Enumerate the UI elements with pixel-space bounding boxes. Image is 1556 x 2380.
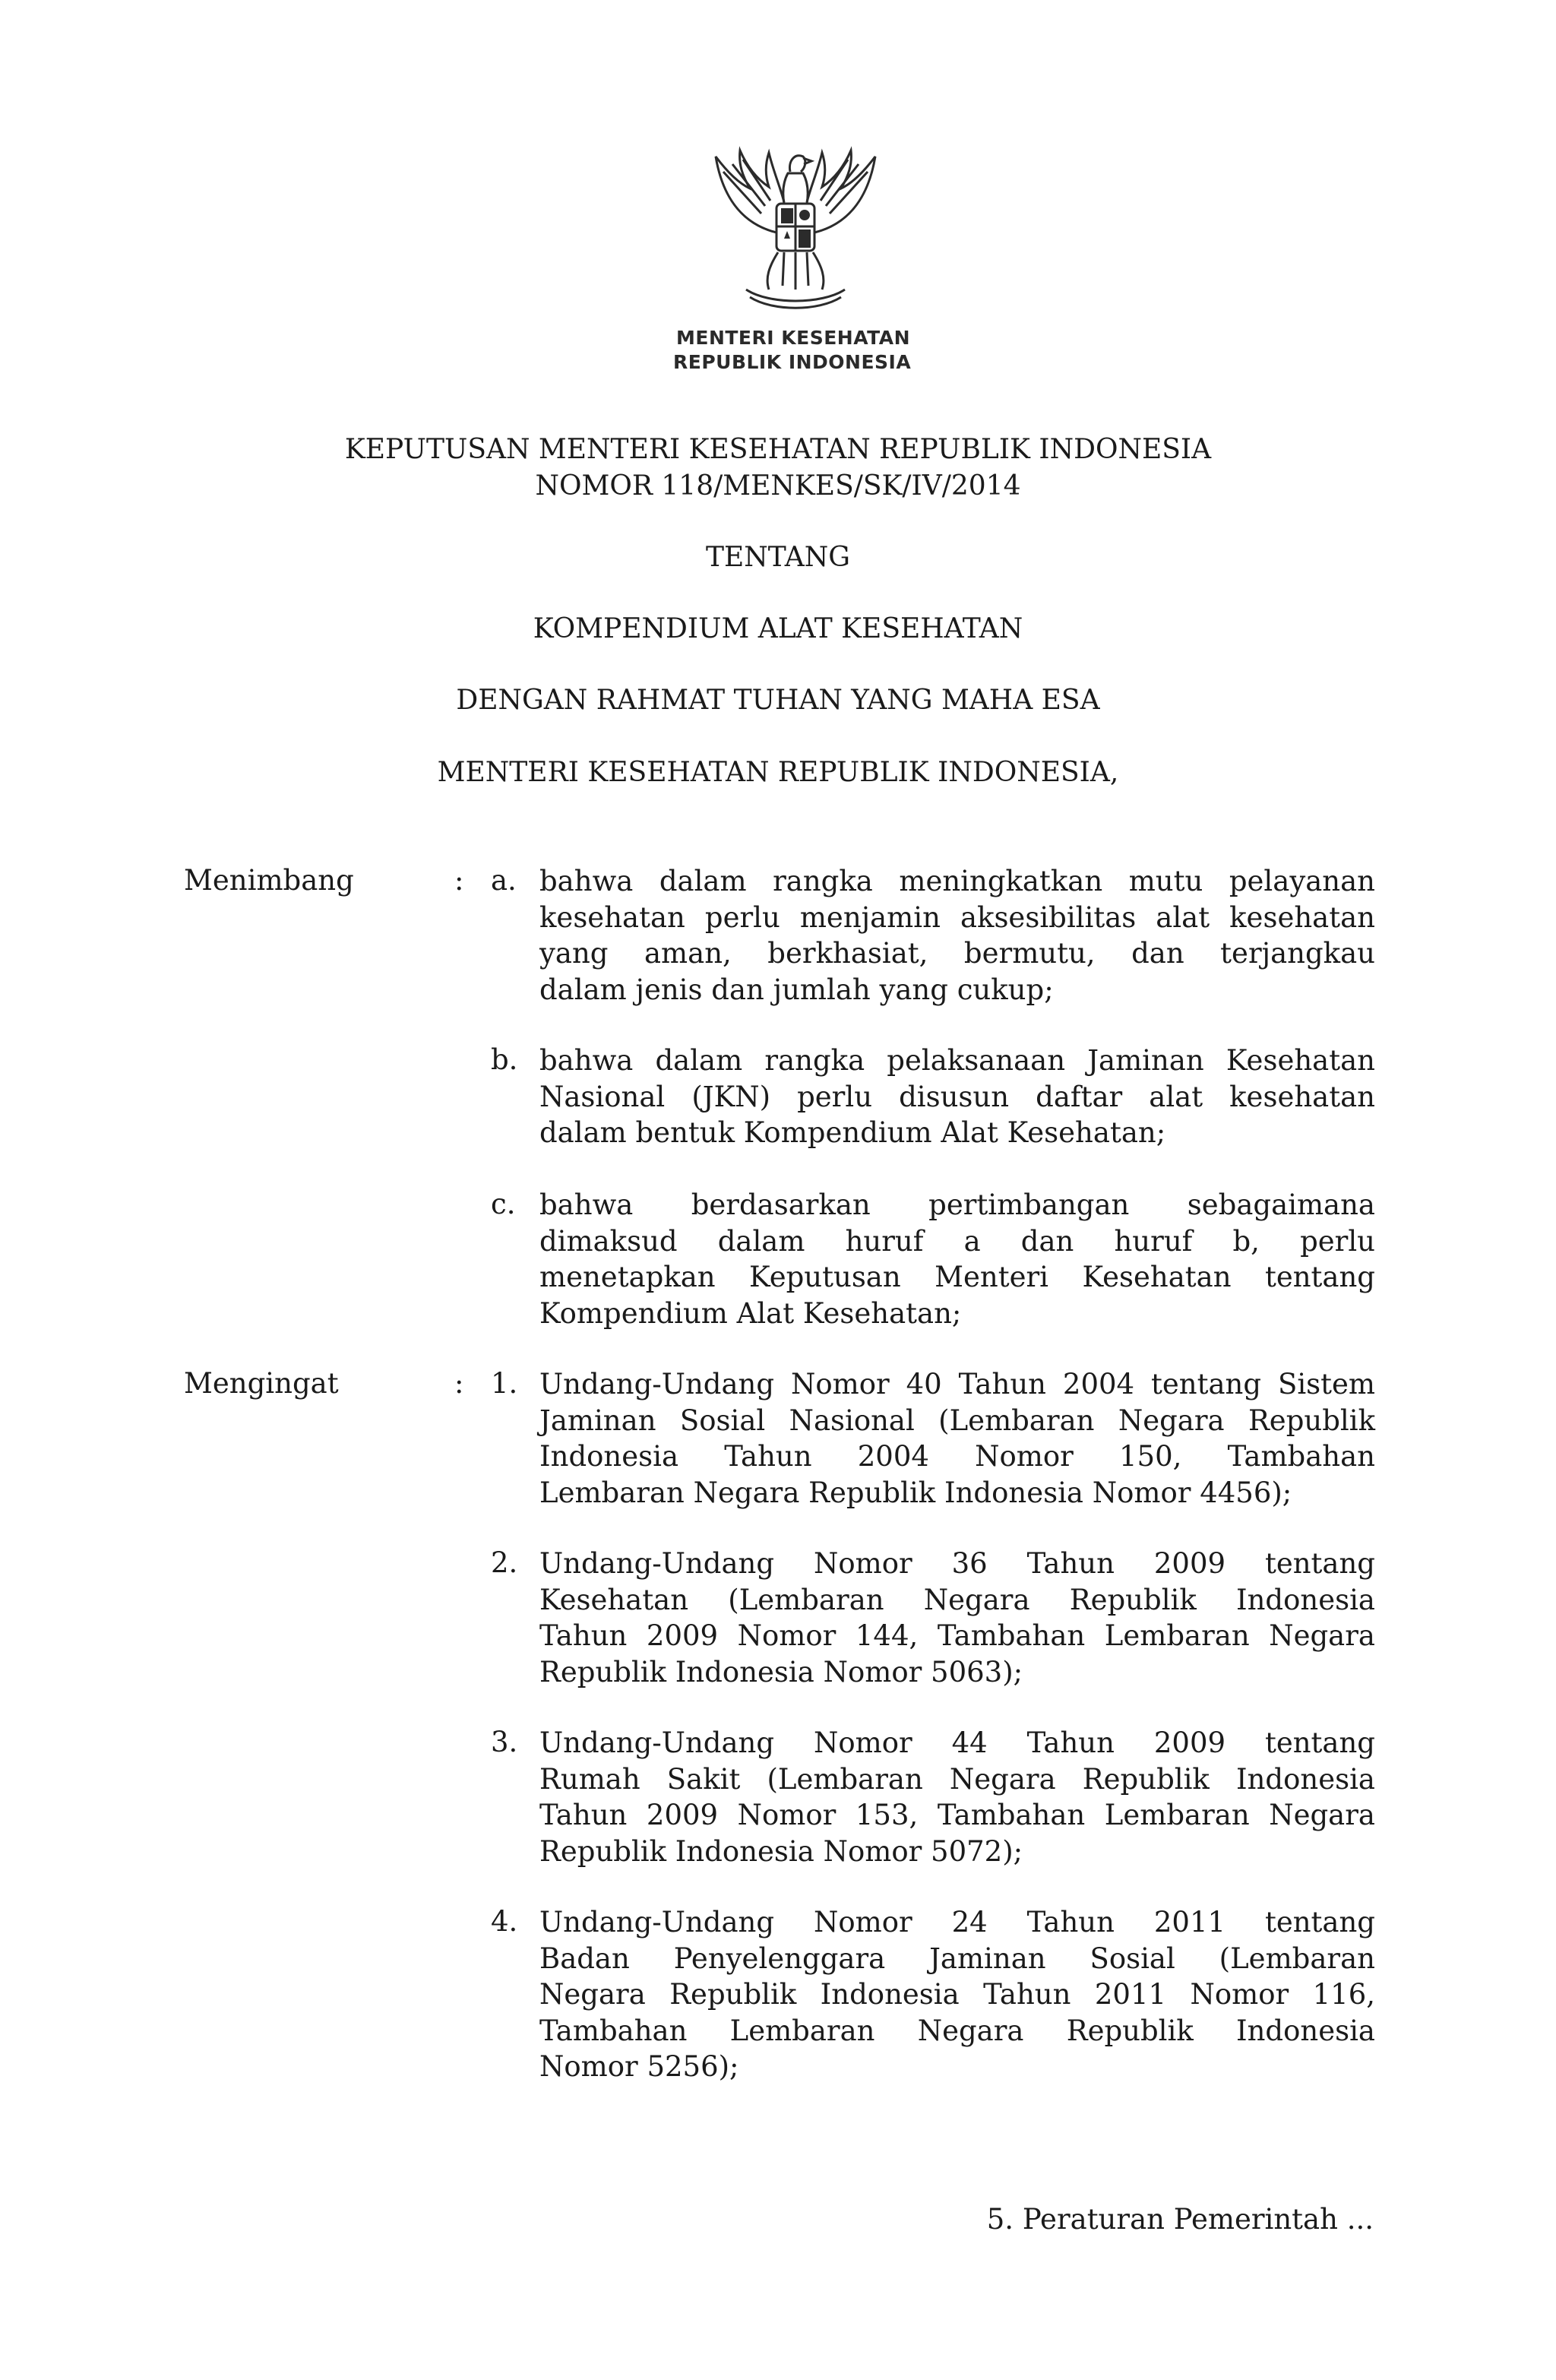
reference-item-2 — [539, 1546, 1375, 1690]
mengingat-label: Mengingat — [184, 1367, 339, 1400]
text-line: Republik Indonesia Nomor 5063); — [539, 1655, 1023, 1688]
decree-title: KEPUTUSAN MENTERI KESEHATAN REPUBLIK INDONESIA — [344, 434, 1212, 465]
issuer-line: MENTERI KESEHATAN REPUBLIK INDONESIA, — [437, 757, 1119, 788]
reference-marker: 4. — [491, 1905, 518, 1938]
consideration-item-b — [539, 1043, 1375, 1151]
text-line: Indonesia Tahun 2004 Nomor 150, Tambahan — [539, 1440, 1375, 1473]
consideration-marker: a. — [491, 864, 517, 897]
text-line: Tahun 2009 Nomor 144, Tambahan Lembaran Negara — [539, 1619, 1375, 1652]
decree-number: NOMOR 118/MENKES/SK/IV/2014 — [535, 470, 1021, 502]
text-line: Undang-Undang Nomor 44 Tahun 2009 tentang — [539, 1726, 1375, 1759]
reference-marker: 2. — [491, 1546, 518, 1579]
text-line: Nomor 5256); — [539, 2050, 739, 2083]
reference-marker: 3. — [491, 1726, 518, 1758]
consideration-marker: c. — [491, 1188, 516, 1220]
text-line: Republik Indonesia Nomor 5072); — [539, 1834, 1023, 1868]
menimbang-label: Menimbang — [184, 864, 354, 897]
text-line: Tahun 2009 Nomor 153, Tambahan Lembaran Negara — [539, 1799, 1375, 1831]
mengingat-colon: : — [454, 1367, 464, 1400]
text-line: bahwa berdasarkan pertimbangan sebagaimana — [539, 1188, 1375, 1221]
consideration-marker: b. — [491, 1043, 518, 1076]
garuda-emblem-icon — [693, 141, 898, 318]
text-line: Undang-Undang Nomor 40 Tahun 2004 tentang Sistem — [539, 1368, 1375, 1400]
text-line: dalam jenis dan jumlah yang cukup; — [539, 973, 1054, 1006]
consideration-item-c — [539, 1187, 1375, 1331]
text-line: dimaksud dalam huruf a dan huruf b, perlu — [539, 1224, 1375, 1258]
text-line: Tambahan Lembaran Negara Republik Indonesia — [539, 2014, 1375, 2047]
decree-subject: KOMPENDIUM ALAT KESEHATAN — [533, 613, 1023, 644]
page-continuation: 5. Peraturan Pemerintah ... — [986, 2203, 1374, 2236]
reference-marker: 1. — [491, 1367, 518, 1400]
reference-item-1 — [539, 1366, 1375, 1511]
ministry-name-line1: MENTERI KESEHATAN — [676, 327, 911, 349]
text-line: Lembaran Negara Republik Indonesia Nomor 4456); — [539, 1476, 1292, 1509]
text-line: Nasional (JKN) perlu disusun daftar alat kesehatan — [539, 1080, 1375, 1113]
text-line: Undang-Undang Nomor 24 Tahun 2011 tentang — [539, 1906, 1375, 1938]
text-line: Undang-Undang Nomor 36 Tahun 2009 tentang — [539, 1547, 1375, 1580]
text-line: bahwa dalam rangka meningkatkan mutu pelayanan — [539, 865, 1375, 897]
ministry-name-line2: REPUBLIK INDONESIA — [673, 351, 912, 373]
text-line: Negara Republik Indonesia Tahun 2011 Nomor 116, — [539, 1978, 1375, 2011]
text-line: Jaminan Sosial Nasional (Lembaran Negara Republik — [539, 1404, 1375, 1437]
text-line: Badan Penyelenggara Jaminan Sosial (Lembaran — [539, 1942, 1375, 1975]
reference-item-3 — [539, 1725, 1375, 1869]
menimbang-colon: : — [454, 864, 464, 897]
consideration-item-a — [539, 863, 1375, 1008]
reference-item-4 — [539, 1904, 1375, 2085]
text-line: Kesehatan (Lembaran Negara Republik Indonesia — [539, 1583, 1375, 1616]
blessing-line: DENGAN RAHMAT TUHAN YANG MAHA ESA — [456, 685, 1100, 716]
text-line: yang aman, berkhasiat, bermutu, dan terjangkau — [539, 937, 1375, 970]
text-line: bahwa dalam rangka pelaksanaan Jaminan Kesehatan — [539, 1044, 1375, 1077]
text-line: Rumah Sakit (Lembaran Negara Republik Indonesia — [539, 1762, 1375, 1796]
text-line: dalam bentuk Kompendium Alat Kesehatan; — [539, 1116, 1166, 1149]
text-line: kesehatan perlu menjamin aksesibilitas alat kesehatan — [539, 900, 1375, 934]
text-line: Kompendium Alat Kesehatan; — [539, 1296, 962, 1330]
tentang-heading: TENTANG — [705, 542, 851, 573]
text-line: menetapkan Keputusan Menteri Kesehatan tentang — [539, 1261, 1375, 1293]
